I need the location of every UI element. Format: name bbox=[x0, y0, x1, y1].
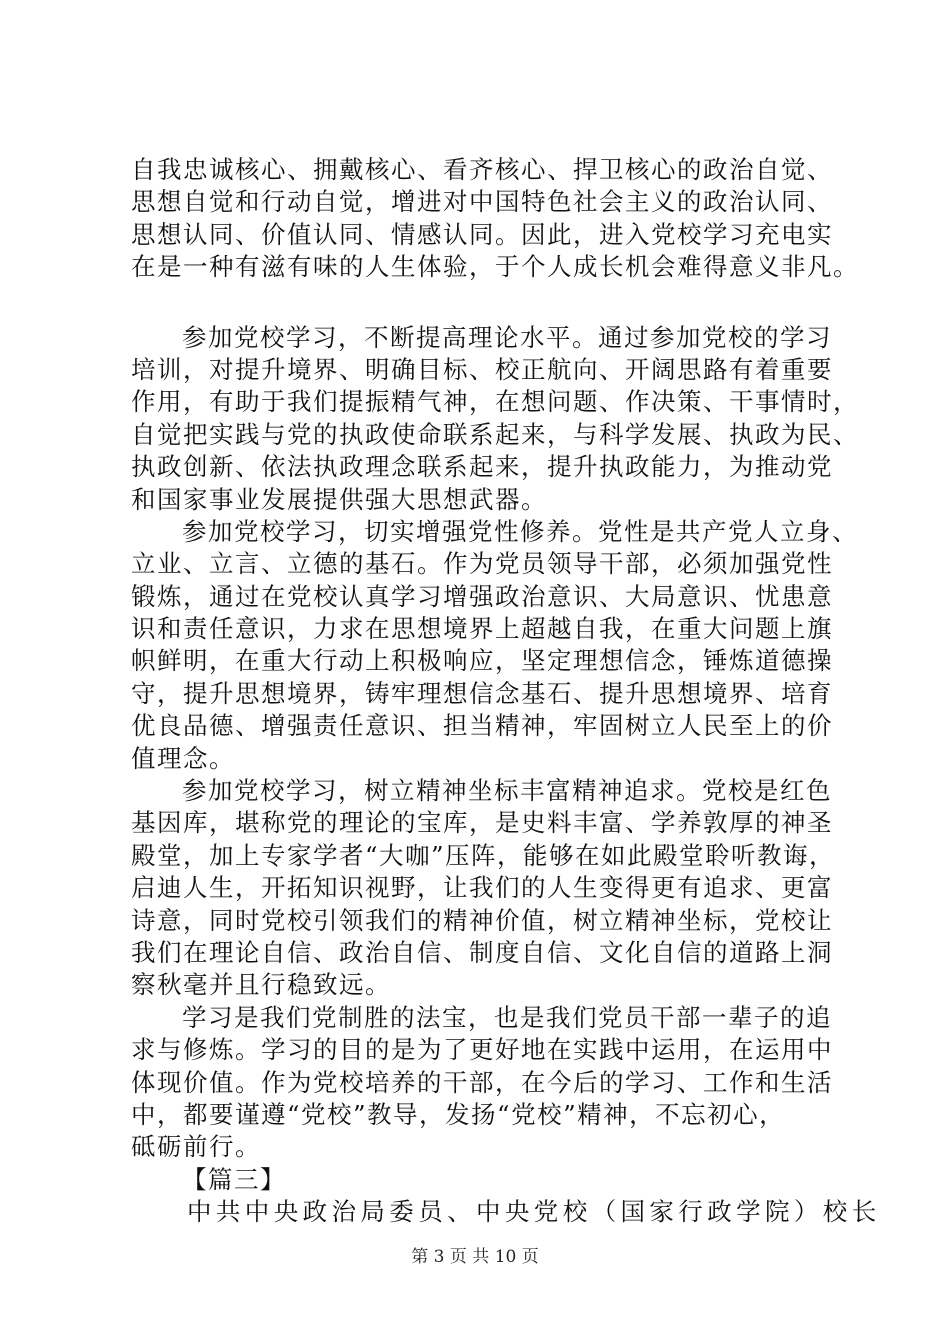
text-line: 培训，对提升境界、明确目标、校正航向、开阔思路有着重要 bbox=[131, 354, 833, 384]
text-line: 参加党校学习，切实增强党性修养。党性是共产党人立身、 bbox=[182, 516, 858, 546]
text-line: 体现价值。作为党校培养的干部，在今后的学习、工作和生活 bbox=[131, 1067, 833, 1097]
text-line: 察秋毫并且行稳致远。 bbox=[131, 970, 391, 1000]
text-line: 启迪人生，开拓知识视野，让我们的人生变得更有追求、更富 bbox=[131, 873, 833, 903]
paragraph-3 bbox=[131, 516, 858, 775]
paragraph-spacer bbox=[131, 284, 831, 322]
text-line: 思想自觉和行动自觉，增进对中国特色社会主义的政治认同、 bbox=[131, 187, 833, 217]
paragraph-2 bbox=[131, 322, 859, 516]
text-line: 在是一种有滋有味的人生体验，于个人成长机会难得意义非凡。 bbox=[131, 252, 859, 282]
text-line: 中共中央政治局委员、中央党校（国家行政学院）校长 bbox=[187, 1197, 881, 1227]
text-line: 帜鲜明，在重大行动上积极响应，坚定理想信念，锤炼道德操 bbox=[131, 646, 833, 676]
text-line: 中，都要谨遵“党校”教导，发扬“党校”精神，不忘初心， bbox=[131, 1099, 786, 1129]
text-line: 参加党校学习，不断提高理论水平。通过参加党校的学习 bbox=[182, 322, 832, 352]
page-number-footer: 第 3 页 共 10 页 bbox=[411, 1247, 539, 1267]
text-line: 求与修炼。学习的目的是为了更好地在实践中运用，在运用中 bbox=[131, 1035, 833, 1065]
text-line: 立业、立言、立德的基石。作为党员领导干部，必须加强党性 bbox=[131, 549, 833, 579]
text-line: 作用，有助于我们提振精气神，在想问题、作决策、干事情时， bbox=[131, 387, 859, 417]
text-line: 殿堂，加上专家学者“大咖”压阵，能够在如此殿堂聆听教诲， bbox=[131, 840, 836, 870]
text-line: 思想认同、价值认同、情感认同。因此，进入党校学习充电实 bbox=[131, 219, 833, 249]
document-body bbox=[131, 154, 881, 1229]
text-line: 守，提升思想境界，铸牢理想信念基石、提升思想境界、培育 bbox=[131, 678, 833, 708]
text-line: 学习是我们党制胜的法宝，也是我们党员干部一辈子的追 bbox=[182, 1002, 832, 1032]
text-line: 锻炼，通过在党校认真学习增强政治意识、大局意识、忧患意 bbox=[131, 581, 833, 611]
paragraph-5 bbox=[131, 1002, 831, 1164]
text-line: 诗意，同时党校引领我们的精神价值，树立精神坐标，党校让 bbox=[131, 905, 833, 935]
text-line: 执政创新、依法执政理念联系起来，提升执政能力，为推动党 bbox=[131, 452, 833, 482]
text-line: 砥砺前行。 bbox=[131, 1132, 261, 1162]
section-heading: 【篇三】 bbox=[182, 1164, 286, 1194]
text-line: 参加党校学习，树立精神坐标丰富精神追求。党校是红色 bbox=[182, 776, 832, 806]
text-line: 我们在理论自信、政治自信、制度自信、文化自信的道路上洞 bbox=[131, 937, 833, 967]
text-line: 自我忠诚核心、拥戴核心、看齐核心、捍卫核心的政治自觉、 bbox=[131, 155, 833, 184]
paragraph-4 bbox=[131, 775, 836, 1002]
text-line: 自觉把实践与党的执政使命联系起来，与科学发展、执政为民、 bbox=[131, 419, 859, 449]
text-line: 基因库，堪称党的理论的宝库，是史料丰富、学养敦厚的神圣 bbox=[131, 808, 833, 838]
paragraph-1 bbox=[131, 154, 859, 284]
text-line: 优良品德、增强责任意识、担当精神，牢固树立人民至上的价 bbox=[131, 711, 833, 741]
text-line: 值理念。 bbox=[131, 743, 235, 773]
text-line: 识和责任意识，力求在思想境界上超越自我，在重大问题上旗 bbox=[131, 614, 833, 644]
text-line: 和国家事业发展提供强大思想武器。 bbox=[131, 484, 547, 514]
